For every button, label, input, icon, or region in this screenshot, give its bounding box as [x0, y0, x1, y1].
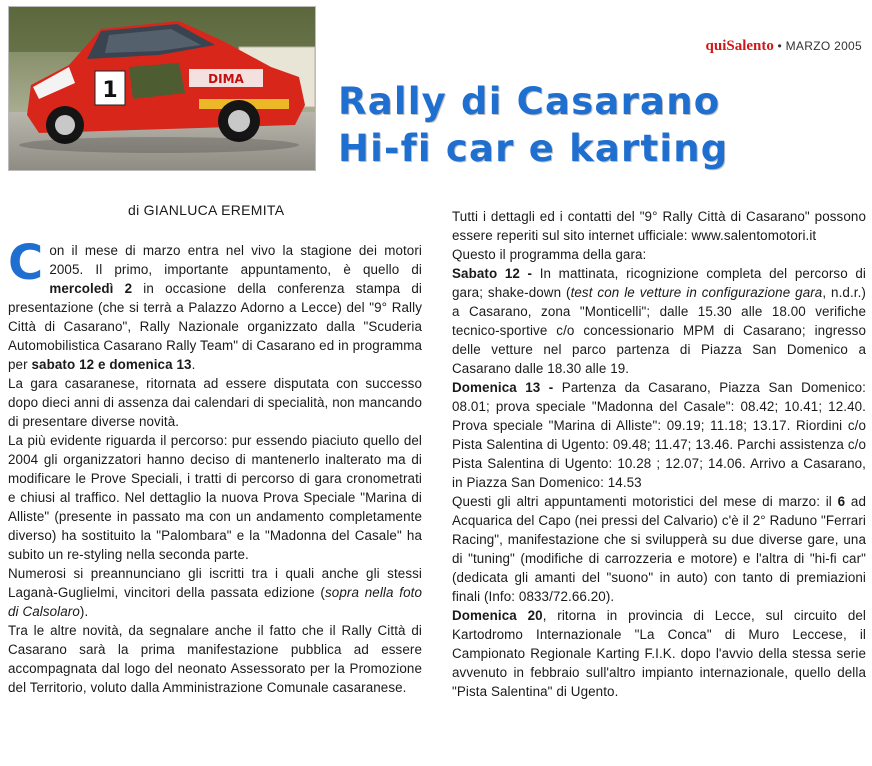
text-run: ad Acquarica del Capo (nei pressi del Calvario) c'è il 2° Raduno "Ferrari Racing", manifestazione che si svilupperà su due diverse gare, una di "tuning" (modifiche di carrozzeria e motore) e l'altra di "hi-fi car" (dedicata gli amanti del "suono" in auto) con tanto di premiazioni finali (Info: 0833/72.66.20).	[452, 494, 866, 604]
text-run: Numerosi si preannunciano gli iscritti tra i quali anche gli stessi Laganà-Guglielmi, vincitori della passata edizione (	[8, 566, 422, 600]
text-run: Questi gli altri appuntamenti motoristici del mese di marzo: il	[452, 494, 838, 509]
text-run: , n.d.r.) a Casarano, zona "Monticelli"; dalle 15.30 alle 18.00 verifiche tecnico-sportive c/o concessionario MPM di Casarano; ingresso delle vetture nel parco partenza di Piazza San Domenico a Casarano dalle 18.30 alle 19.	[452, 285, 866, 376]
paragraph: La più evidente riguarda il percorso: pur essendo piaciuto quello del 2004 gli organizzatori hanno deciso di mantenerlo inalterato ma di modificare le Prove Speciali, i tratti di percorso di gara cronometrati e chiusi al traffico. Nel dettaglio la nuova Prova Speciale "Marina di Alliste" (presente in passato ma con un andamento completamente diverso) ha sostituito la "Palombara" e la "Madonna del Casale" ha subito un re-styling nella seconda parte.	[8, 433, 422, 562]
paragraph	[8, 235, 422, 374]
car-sponsor: DIMA	[208, 72, 244, 86]
text-run: .	[191, 357, 196, 372]
headline-line-2: Hi-fi car e karting	[338, 127, 729, 170]
headline-line-1: Rally di Casarano	[338, 80, 721, 123]
bold-run: 6	[837, 494, 846, 509]
text-run: Partenza da Casarano, Piazza San Domenico: 08.01; prova speciale "Madonna del Casale": 08.42; 10.41; 12.40. Prova speciale "Marina di Alliste": 09.19; 11.18; 13.17. Riordini c/o Pista Salentina di Ugento: 09.48; 11.47; 13.46. Parchi assistenza c/o Pista Salentina di Ugento: 10.28 ; 12.07; 14.06. Arrivo a Casarano, in Piazza San Domenico: 14.53	[452, 380, 866, 490]
paragraph: Tutti i dettagli ed i contatti del "9° Rally Città di Casarano" possono essere reperiti sul sito internet ufficiale: www.salentomotori.it	[452, 209, 866, 243]
left-column	[8, 235, 422, 697]
bold-run: Domenica 13 -	[452, 380, 554, 395]
text-run: on il mese di marzo entra nel vivo la stagione dei motori 2005. Il primo, importante appuntamento, è quello di	[49, 243, 422, 277]
paragraph	[8, 564, 422, 621]
text-run: , ritorna in provincia di Lecce, sul circuito del Kartodromo Internazionale "La Conca" di Muro Leccese, il Campionato Regionale Karting F.I.K. dopo l'avvio della stessa serie avvenuto in febbraio sull'altro impianto internazionale, quello della "Pista Salentina" di Ugento.	[452, 608, 866, 699]
magazine-brand: quiSalento	[705, 38, 774, 54]
text-run: in occasione della conferenza stampa di presentazione (che si terrà a Palazzo Adorno a Lecce) del "9° Rally Città di Casarano", Rally Nazionale organizzato dalla "Scuderia Automobilistica Casarano Rally Team" di Casarano ed in programma per	[8, 281, 422, 372]
paragraph: Questo il programma della gara:	[452, 247, 647, 262]
bold-run: Sabato 12 -	[452, 266, 533, 281]
magazine-separator: •	[777, 39, 783, 53]
text-run: In mattinata, ricognizione completa del percorso di gara; shake-down (	[452, 266, 866, 300]
paragraph	[452, 606, 866, 701]
photo-credit: sopra nella foto di Calsolaro	[8, 585, 422, 619]
text-run: ).	[79, 604, 89, 619]
paragraph	[452, 264, 866, 378]
magazine-date: MARZO 2005	[785, 39, 862, 53]
paragraph: Tra le altre novità, da segnalare anche il fatto che il Rally Città di Casarano sarà la prima manifestazione pubblica ad essere accompagnata dal logo del neonato Assessorato per la Promozione del Territorio, voluto dalla Amministrazione Comunale casaranese.	[8, 623, 422, 695]
bold-run: mercoledì 2	[49, 281, 133, 296]
bold-run: Domenica 20	[452, 608, 543, 623]
italic-run: test con le vetture in configurazione gara	[570, 285, 823, 300]
paragraph: La gara casaranese, ritornata ad essere disputata con successo dopo dieci anni di assenza dai calendari di specialità, non mancando di presentare diverse novità.	[8, 376, 422, 429]
right-column	[452, 207, 866, 701]
byline: di GIANLUCA EREMITA	[128, 202, 285, 218]
paragraph	[452, 492, 866, 606]
drop-cap: C	[8, 235, 44, 291]
article-headline	[338, 78, 729, 172]
magazine-header	[706, 38, 862, 55]
bold-run: sabato 12 e domenica 13	[31, 357, 192, 372]
car-number: 1	[102, 78, 118, 103]
paragraph	[452, 378, 866, 492]
rally-car-photo	[8, 6, 316, 171]
rally-car-illustration	[9, 7, 315, 170]
